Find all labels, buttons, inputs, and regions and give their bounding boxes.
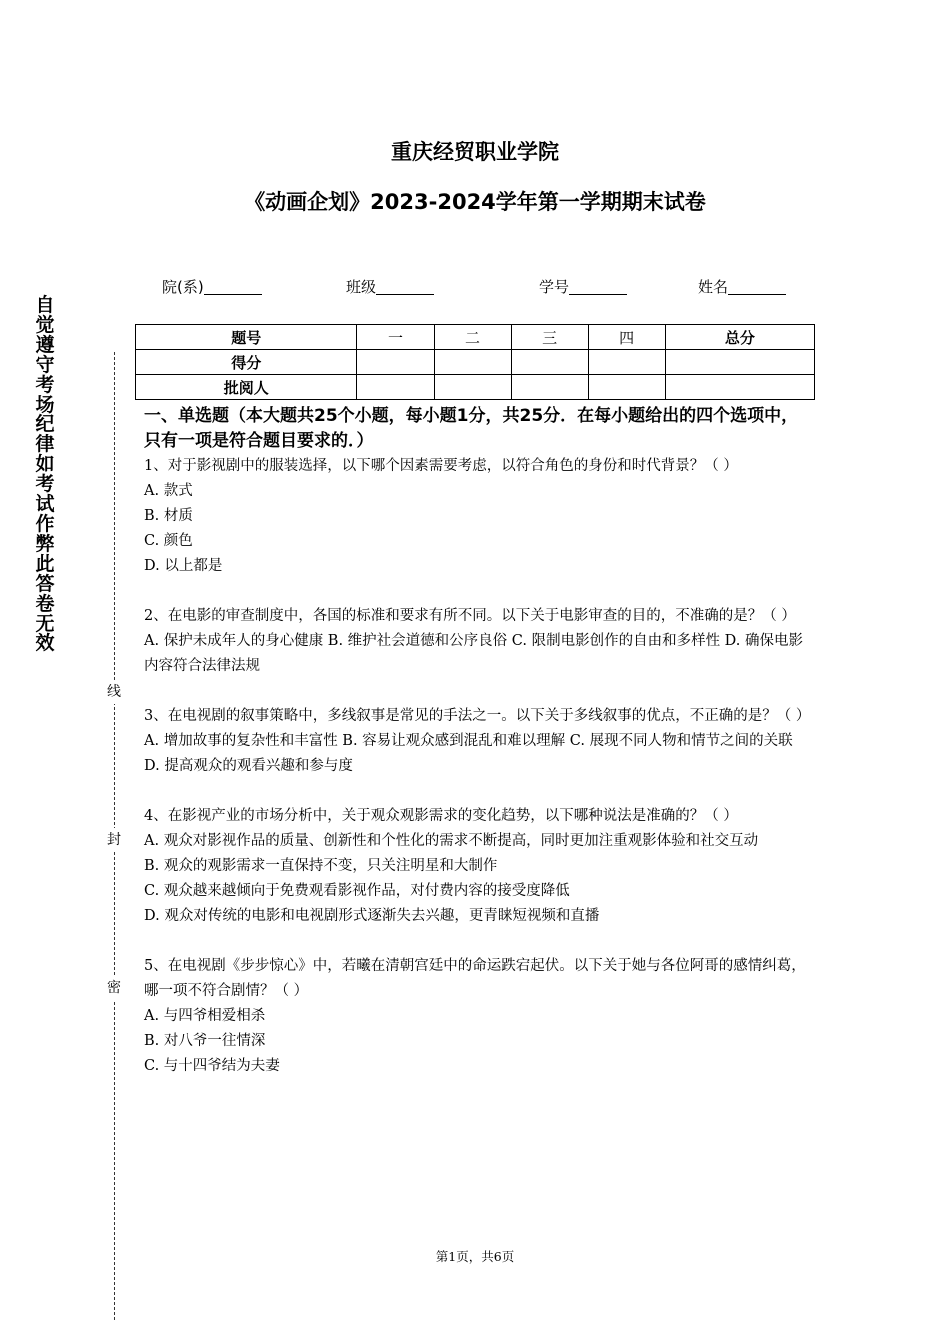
- question-option: A. 与四爷相爱相杀: [144, 1008, 266, 1024]
- cut-mark-seal: 封: [104, 828, 124, 852]
- score-cell[interactable]: [511, 350, 588, 375]
- score-cell[interactable]: [588, 350, 665, 375]
- question-stem: 2、在电影的审查制度中，各国的标准和要求有所不同。以下关于电影审查的目的，不准确的是？（ ）: [144, 608, 796, 624]
- cut-mark-secret: 密: [104, 976, 124, 1000]
- school-name: 重庆经贸职业学院: [391, 140, 559, 164]
- question-option: B. 观众的观影需求一直保持不变，只关注明星和大制作: [144, 858, 498, 874]
- score-cell[interactable]: [665, 375, 814, 400]
- fill-blank[interactable]: [204, 278, 262, 295]
- info-label: 班级: [346, 278, 377, 296]
- section-heading: 一、单选题（本大题共25个小题，每小题1分，共25分．在每小题给出的四个选项中，只有一项是符合题目要求的．）: [144, 406, 799, 451]
- score-header-part-2: 二: [434, 325, 511, 350]
- score-header-part-4: 四: [588, 325, 665, 350]
- score-header-part-1: 一: [357, 325, 434, 350]
- score-cell[interactable]: [511, 375, 588, 400]
- exam-rules-notice: 自觉遵守考场纪律如考试作弊此答卷无效: [35, 294, 55, 655]
- question-option: A. 款式: [144, 483, 193, 499]
- question-option: C. 观众越来越倾向于免费观看影视作品，对付费内容的接受度降低: [144, 883, 570, 899]
- question-option: C. 与十四爷结为夫妻: [144, 1058, 280, 1074]
- fill-blank[interactable]: [569, 278, 627, 295]
- question-option: A. 观众对影视作品的质量、创新性和个性化的需求不断提高，同时更加注重观影体验和社交互动: [144, 833, 759, 849]
- score-header-total: 总分: [665, 325, 814, 350]
- score-table-row: [136, 350, 815, 375]
- info-label: 院(系): [162, 278, 204, 296]
- question-option: B. 材质: [144, 508, 193, 524]
- score-header-question-no: 题号: [136, 325, 357, 350]
- exam-title: 《动画企划》2023-2024学年第一学期期末试卷: [244, 190, 706, 214]
- info-label: 姓名: [698, 278, 729, 296]
- fill-blank[interactable]: [728, 278, 786, 295]
- question-4: [144, 804, 812, 929]
- question-1: [144, 454, 812, 579]
- question-3: [144, 704, 812, 779]
- score-row-label-score: 得分: [136, 350, 357, 375]
- score-cell[interactable]: [588, 375, 665, 400]
- score-header-part-3: 三: [511, 325, 588, 350]
- score-table-header-row: [136, 325, 815, 350]
- cut-mark-line: 线: [104, 680, 124, 704]
- question-option: B. 对八爷一往情深: [144, 1033, 266, 1049]
- page-footer: 第1页，共6页: [435, 1249, 515, 1264]
- score-cell[interactable]: [357, 350, 434, 375]
- question-stem: 4、在影视产业的市场分析中，关于观众观影需求的变化趋势，以下哪种说法是准确的？（ ）: [144, 808, 738, 824]
- score-table-row: [136, 375, 815, 400]
- score-cell[interactable]: [665, 350, 814, 375]
- question-option: D. 观众对传统的电影和电视剧形式逐渐失去兴趣，更青睐短视频和直播: [144, 908, 600, 924]
- info-label: 学号: [539, 278, 570, 296]
- score-table: [135, 324, 815, 400]
- question-stem: 1、对于影视剧中的服装选择，以下哪个因素需要考虑，以符合角色的身份和时代背景？（ ）: [144, 458, 738, 474]
- info-field-class[interactable]: [346, 276, 434, 297]
- question-option: A. 增加故事的复杂性和丰富性 B. 容易让观众感到混乱和难以理解 C. 展现不同人物和情节之间的关联 D. 提高观众的观看兴趣和参与度: [144, 733, 793, 774]
- score-cell[interactable]: [357, 375, 434, 400]
- fill-blank[interactable]: [376, 278, 434, 295]
- question-option: A. 保护未成年人的身心健康 B. 维护社会道德和公序良俗 C. 限制电影创作的自由和多样性 D. 确保电影内容符合法律法规: [144, 633, 804, 674]
- info-field-department[interactable]: [162, 276, 262, 297]
- score-cell[interactable]: [434, 375, 511, 400]
- info-field-student-id[interactable]: [539, 276, 627, 297]
- question-option: D. 以上都是: [144, 558, 223, 574]
- score-cell[interactable]: [434, 350, 511, 375]
- question-option: C. 颜色: [144, 533, 193, 549]
- question-2: [144, 604, 812, 679]
- exam-content: [144, 404, 812, 1104]
- question-5: [144, 954, 812, 1079]
- question-stem: 5、在电视剧《步步惊心》中，若曦在清朝宫廷中的命运跌宕起伏。以下关于她与各位阿哥的感情纠葛，哪一项不符合剧情？（ ）: [144, 958, 806, 999]
- score-row-label-grader: 批阅人: [136, 375, 357, 400]
- info-field-name[interactable]: [698, 276, 786, 297]
- question-stem: 3、在电视剧的叙事策略中，多线叙事是常见的手法之一。以下关于多线叙事的优点，不正确的是？（ ）: [144, 708, 811, 724]
